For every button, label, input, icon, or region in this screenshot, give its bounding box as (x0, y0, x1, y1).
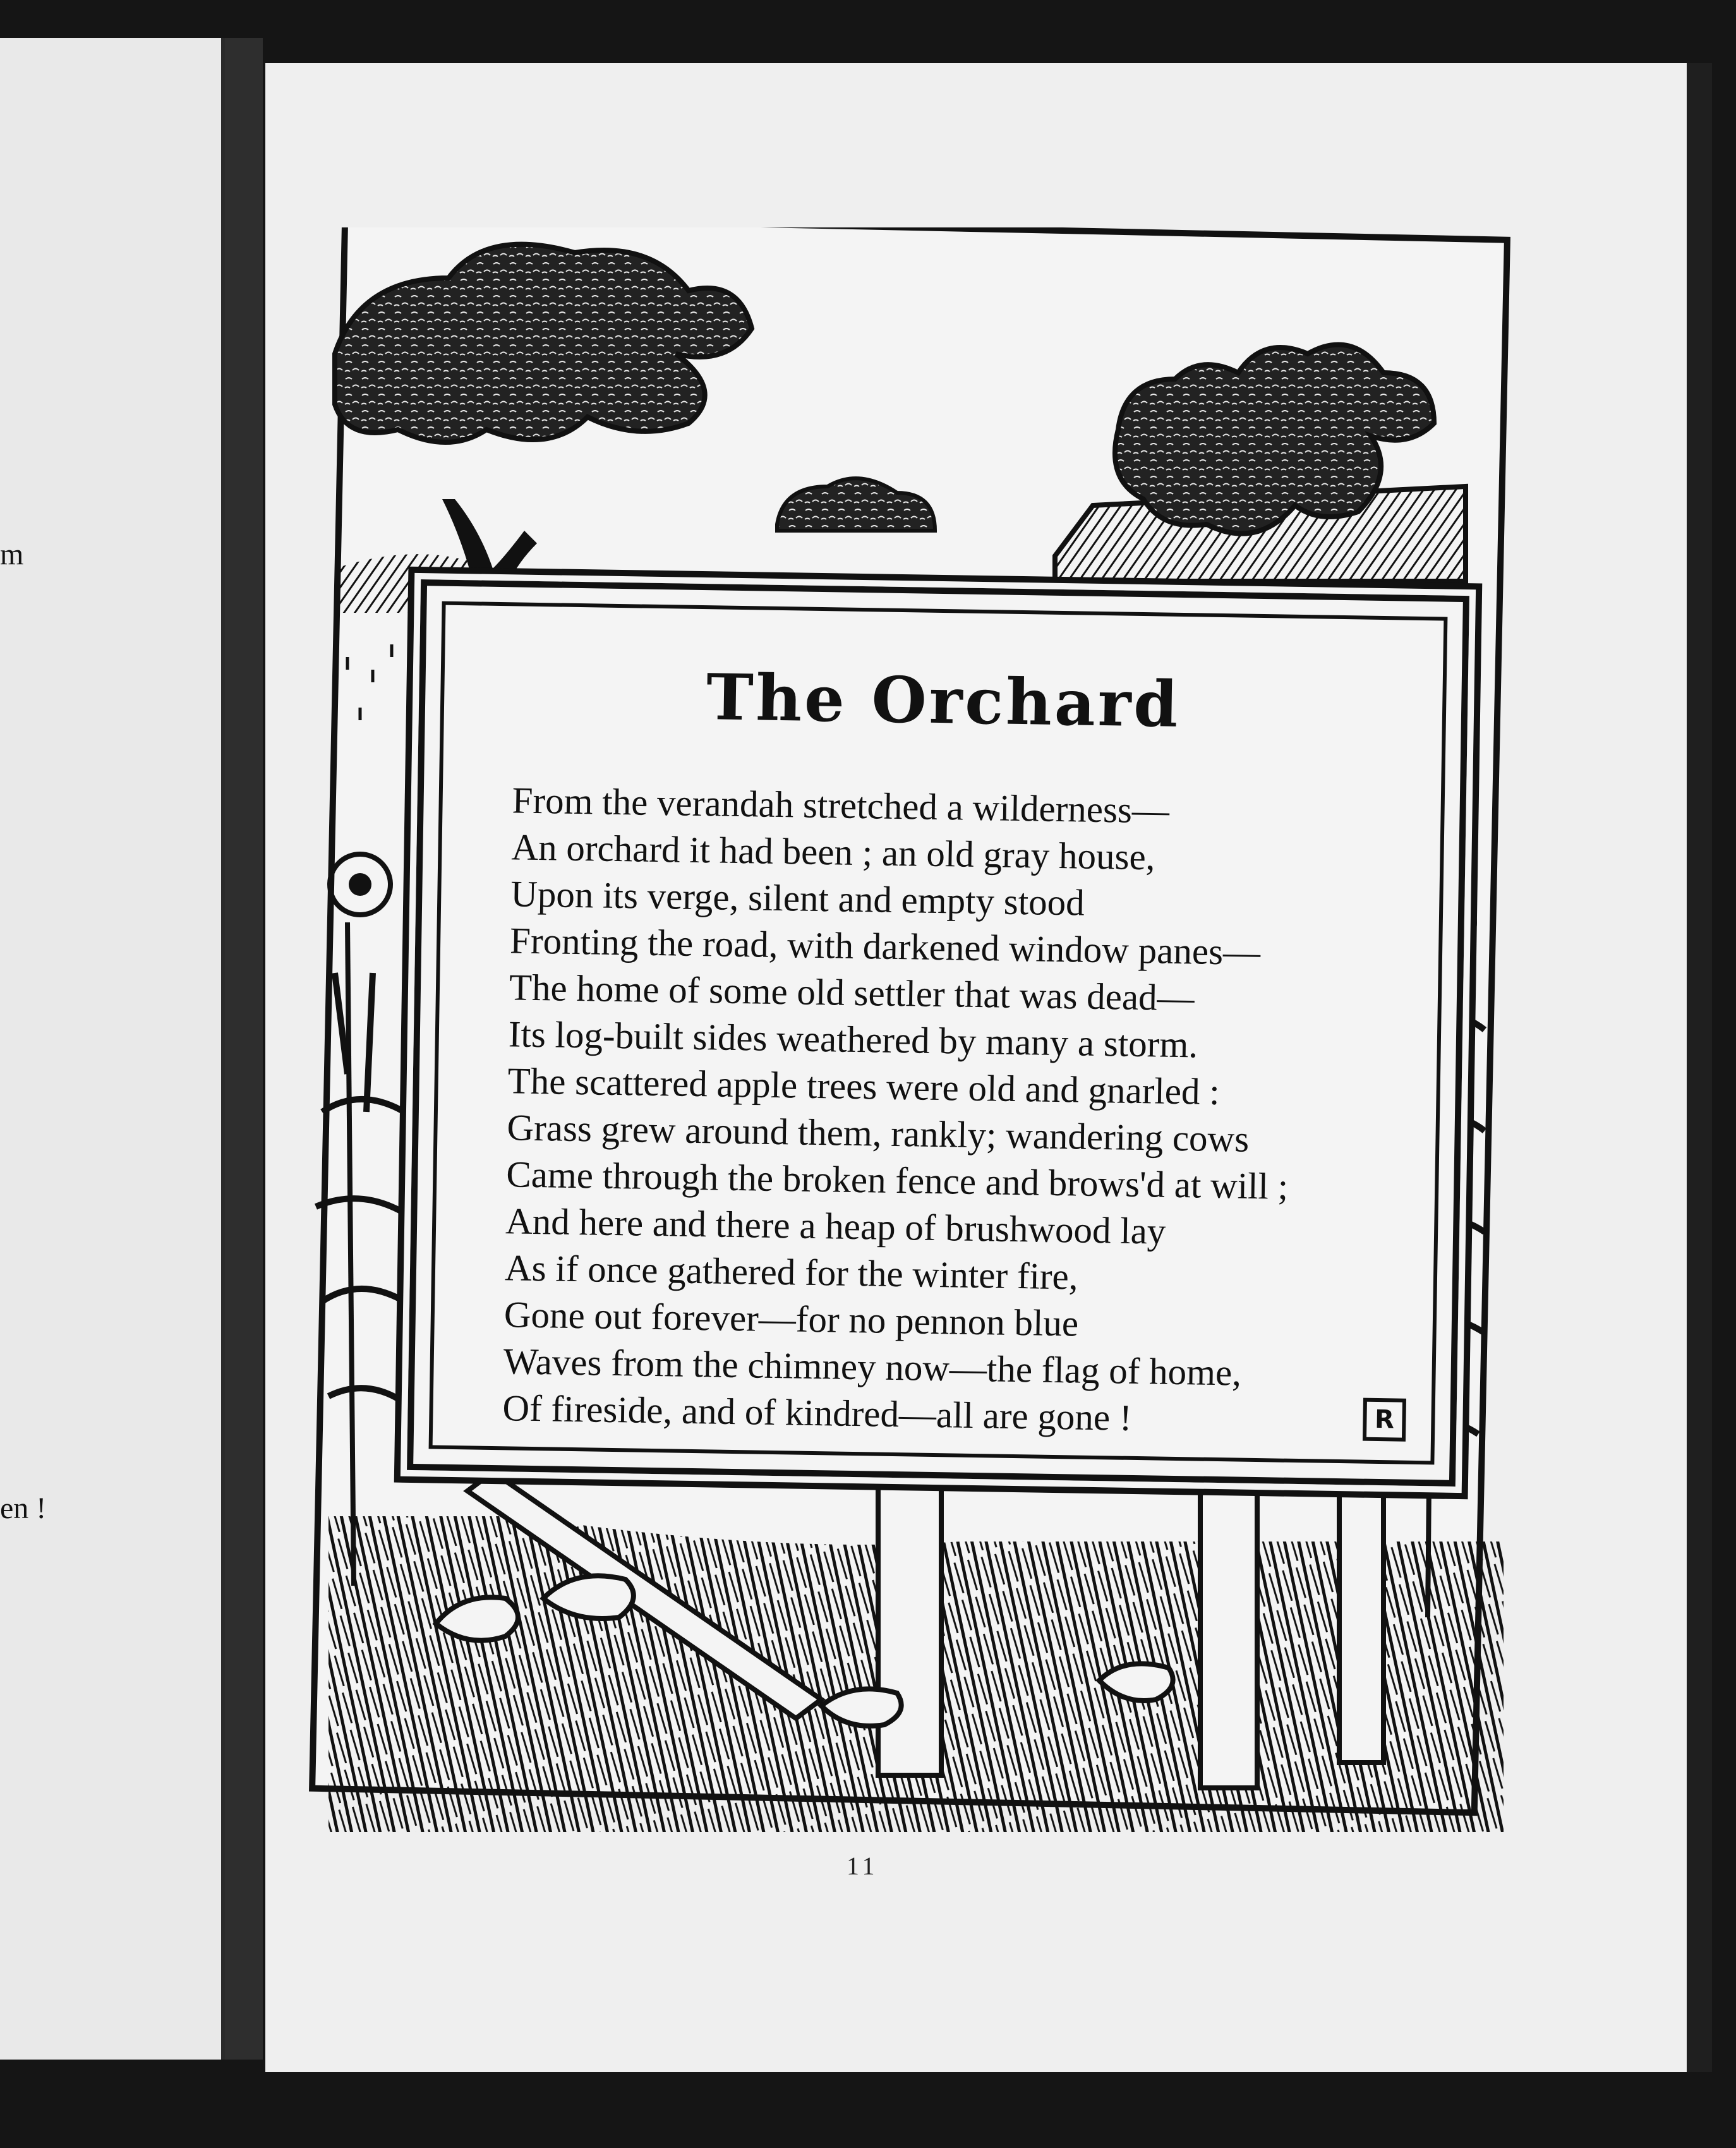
poem-line: Came through the broken fence and brows'd at will ; (505, 1153, 1289, 1207)
poem-line: The scattered apple trees were old and gnarled : (507, 1059, 1221, 1113)
page-number: 11 (847, 1852, 879, 1880)
left-page-fragment: m (0, 538, 24, 571)
poem-title: The Orchard (706, 660, 1181, 742)
poem-line: And here and there a heap of brushwood lay (505, 1200, 1166, 1252)
poem-line: Fronting the road, with darkened window panes— (509, 919, 1261, 973)
book-spine (225, 38, 263, 2060)
poem-line: The home of some old settler that was dead— (509, 966, 1195, 1019)
left-page (0, 38, 225, 2060)
artist-monogram: R (1363, 1398, 1406, 1442)
poem-line: Of fireside, and of kindred—all are gone ! (502, 1387, 1133, 1439)
poem-body (502, 776, 1428, 1445)
poem-line: Its log-built sides weathered by many a storm. (508, 1013, 1198, 1066)
illustration-plate (278, 227, 1529, 1845)
poem-line: An orchard it had been ; an old gray house, (511, 826, 1156, 878)
poem-line: As if once gathered for the winter fire, (504, 1246, 1079, 1298)
poem-panel (407, 579, 1469, 1487)
poem-line: Gone out forever—for no pennon blue (503, 1293, 1079, 1344)
poem-inner-border (429, 601, 1448, 1465)
poem-line: Upon its verge, silent and empty stood (510, 872, 1085, 924)
poem-line: From the verandah stretched a wilderness— (512, 779, 1170, 831)
left-page-fragment: en ! (0, 1492, 47, 1525)
poem-line: Grass grew around them, rankly; wandering cows (507, 1106, 1250, 1160)
page-edge-shadow (1687, 63, 1712, 2072)
poem-line: Waves from the chimney now—the flag of home, (503, 1340, 1242, 1394)
